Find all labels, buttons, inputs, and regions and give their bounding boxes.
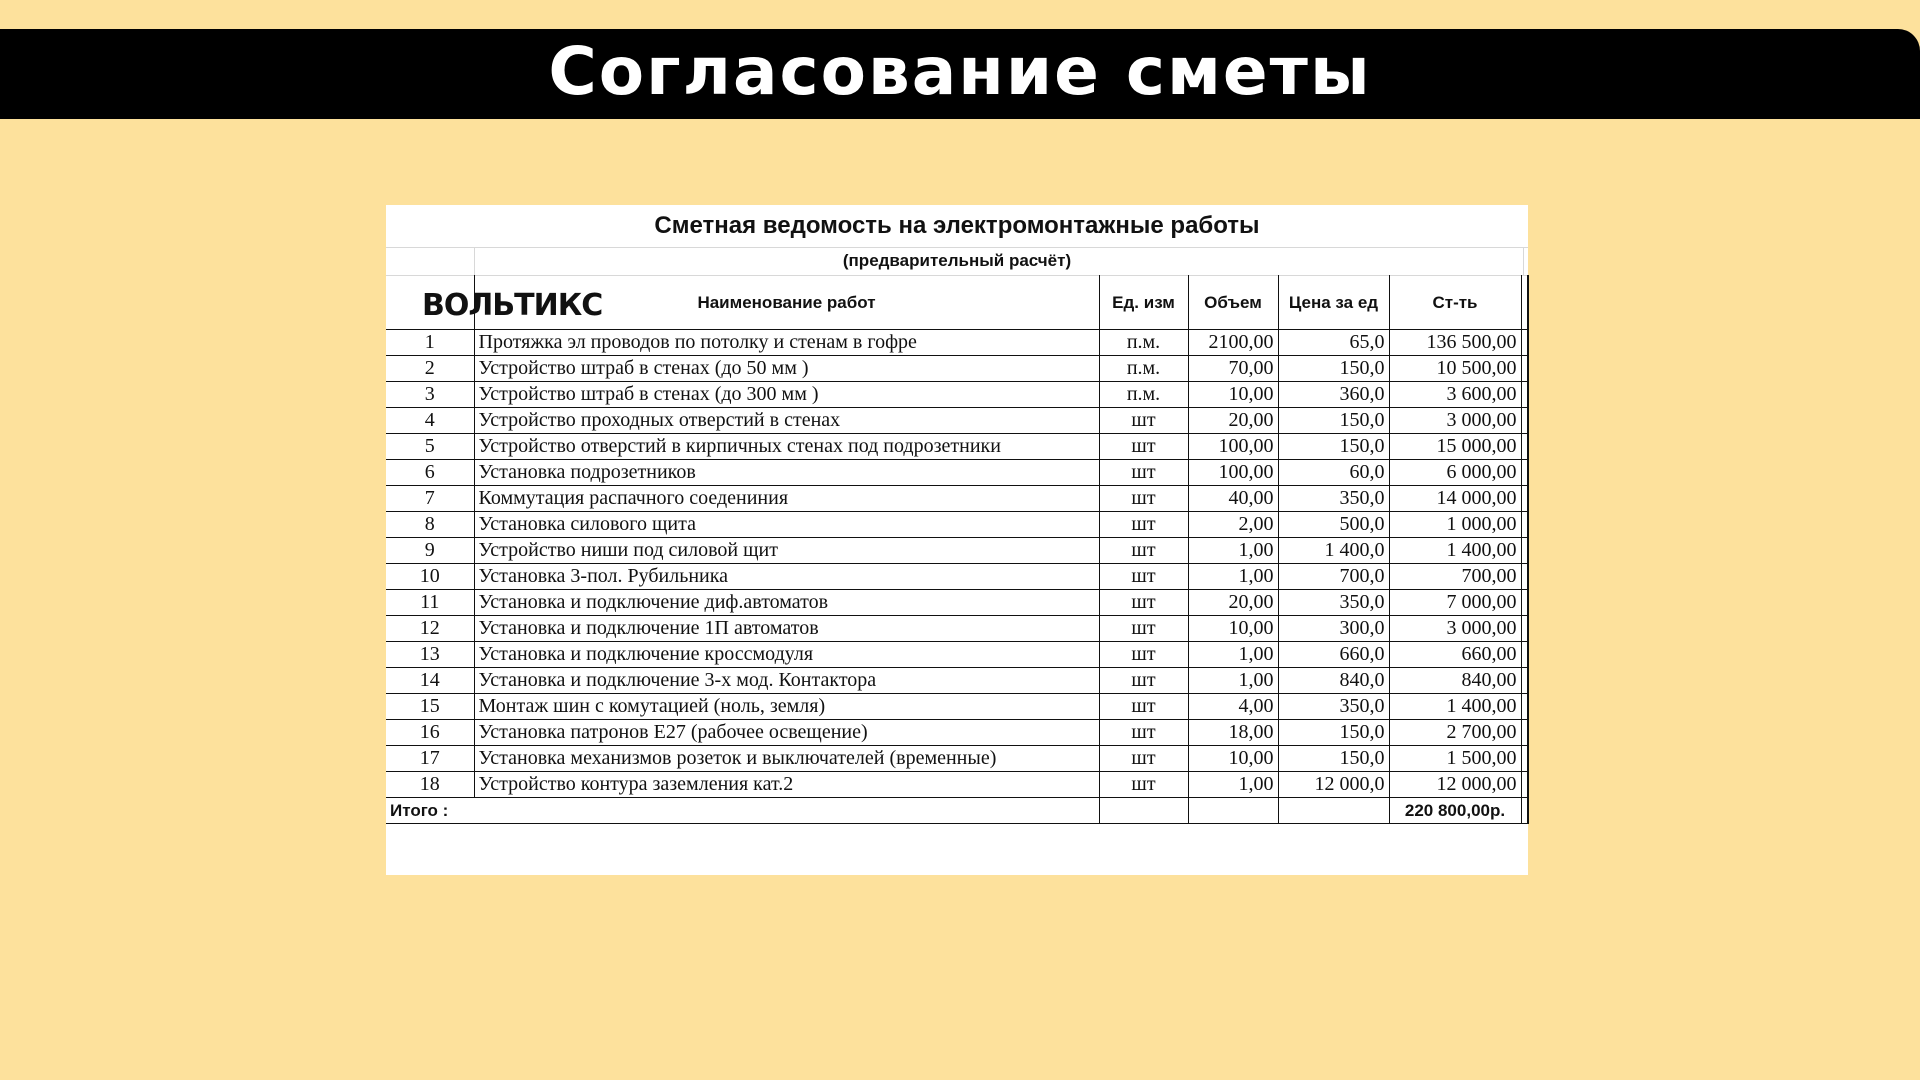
price-cell: 500,0 bbox=[1278, 512, 1389, 538]
table-row bbox=[386, 772, 1528, 798]
unit-cell: шт bbox=[1099, 616, 1188, 642]
total-row bbox=[386, 798, 1528, 824]
price-cell: 350,0 bbox=[1278, 694, 1389, 720]
price-cell: 700,0 bbox=[1278, 564, 1389, 590]
volume-cell: 4,00 bbox=[1188, 694, 1278, 720]
cost-cell: 840,00 bbox=[1389, 668, 1521, 694]
total-spacer bbox=[1521, 798, 1528, 824]
volume-cell: 20,00 bbox=[1188, 408, 1278, 434]
title-banner bbox=[0, 29, 1920, 119]
row-number: 18 bbox=[386, 772, 474, 798]
price-cell: 150,0 bbox=[1278, 356, 1389, 382]
table-row bbox=[386, 460, 1528, 486]
table-row bbox=[386, 564, 1528, 590]
volume-cell: 1,00 bbox=[1188, 642, 1278, 668]
cost-cell: 3 000,00 bbox=[1389, 616, 1521, 642]
work-name: Установка механизмов розеток и выключателей (временные) bbox=[474, 746, 1099, 772]
work-name: Монтаж шин с комутацией (ноль, земля) bbox=[474, 694, 1099, 720]
cost-cell: 1 500,00 bbox=[1389, 746, 1521, 772]
row-number: 11 bbox=[386, 590, 474, 616]
cost-cell: 6 000,00 bbox=[1389, 460, 1521, 486]
cost-cell: 1 000,00 bbox=[1389, 512, 1521, 538]
table-row bbox=[386, 512, 1528, 538]
unit-cell: шт bbox=[1099, 460, 1188, 486]
volume-cell: 1,00 bbox=[1188, 772, 1278, 798]
row-number: 9 bbox=[386, 538, 474, 564]
price-cell: 300,0 bbox=[1278, 616, 1389, 642]
work-name: Устройство ниши под силовой щит bbox=[474, 538, 1099, 564]
unit-cell: шт bbox=[1099, 512, 1188, 538]
total-empty bbox=[1099, 798, 1188, 824]
row-spacer bbox=[1521, 486, 1528, 512]
volume-cell: 1,00 bbox=[1188, 668, 1278, 694]
unit-cell: шт bbox=[1099, 408, 1188, 434]
work-name: Установка и подключение 1П автоматов bbox=[474, 616, 1099, 642]
unit-cell: шт bbox=[1099, 746, 1188, 772]
unit-cell: шт bbox=[1099, 694, 1188, 720]
row-spacer bbox=[1521, 616, 1528, 642]
table-header-row bbox=[386, 276, 1528, 330]
table-row bbox=[386, 486, 1528, 512]
row-number: 12 bbox=[386, 616, 474, 642]
price-cell: 150,0 bbox=[1278, 746, 1389, 772]
work-name: Установка силового щита bbox=[474, 512, 1099, 538]
volume-cell: 20,00 bbox=[1188, 590, 1278, 616]
price-cell: 150,0 bbox=[1278, 408, 1389, 434]
work-name: Установка подрозетников bbox=[474, 460, 1099, 486]
table-row bbox=[386, 616, 1528, 642]
table-body bbox=[386, 330, 1528, 824]
cost-cell: 3 000,00 bbox=[1389, 408, 1521, 434]
price-cell: 660,0 bbox=[1278, 642, 1389, 668]
unit-cell: шт bbox=[1099, 538, 1188, 564]
price-cell: 65,0 bbox=[1278, 330, 1389, 356]
logo-cell bbox=[386, 276, 603, 330]
work-name: Установка и подключение кроссмодуля bbox=[474, 642, 1099, 668]
price-cell: 1 400,0 bbox=[1278, 538, 1389, 564]
estimate-sheet bbox=[386, 205, 1528, 875]
work-name: Коммутация распачного соедениния bbox=[474, 486, 1099, 512]
work-name: Установка патронов Е27 (рабочее освещение) bbox=[474, 720, 1099, 746]
work-name: Установка 3-пол. Рубильника bbox=[474, 564, 1099, 590]
unit-cell: шт bbox=[1099, 668, 1188, 694]
row-spacer bbox=[1521, 746, 1528, 772]
volume-cell: 1,00 bbox=[1188, 564, 1278, 590]
row-spacer bbox=[1521, 382, 1528, 408]
row-number: 4 bbox=[386, 408, 474, 434]
header-spacer bbox=[1521, 276, 1528, 330]
table-row bbox=[386, 642, 1528, 668]
price-cell: 350,0 bbox=[1278, 486, 1389, 512]
volume-cell: 10,00 bbox=[1188, 382, 1278, 408]
row-spacer bbox=[1521, 590, 1528, 616]
work-name: Протяжка эл проводов по потолку и стенам в гофре bbox=[474, 330, 1099, 356]
row-number: 3 bbox=[386, 382, 474, 408]
row-number: 16 bbox=[386, 720, 474, 746]
volume-cell: 2,00 bbox=[1188, 512, 1278, 538]
volume-cell: 10,00 bbox=[1188, 746, 1278, 772]
price-cell: 150,0 bbox=[1278, 720, 1389, 746]
sheet-title: Сметная ведомость на электромонтажные работы bbox=[386, 205, 1528, 248]
row-number: 5 bbox=[386, 434, 474, 460]
volume-cell: 10,00 bbox=[1188, 616, 1278, 642]
row-number: 1 bbox=[386, 330, 474, 356]
table-row bbox=[386, 330, 1528, 356]
price-cell: 60,0 bbox=[1278, 460, 1389, 486]
volume-cell: 18,00 bbox=[1188, 720, 1278, 746]
volume-cell: 40,00 bbox=[1188, 486, 1278, 512]
row-number: 2 bbox=[386, 356, 474, 382]
slide-title: Согласование сметы bbox=[548, 32, 1372, 110]
table-row bbox=[386, 694, 1528, 720]
row-number: 7 bbox=[386, 486, 474, 512]
cost-cell: 700,00 bbox=[1389, 564, 1521, 590]
row-number: 10 bbox=[386, 564, 474, 590]
header-volume: Объем bbox=[1188, 276, 1278, 330]
cost-cell: 660,00 bbox=[1389, 642, 1521, 668]
grid-line bbox=[1523, 247, 1524, 275]
row-spacer bbox=[1521, 564, 1528, 590]
unit-cell: шт bbox=[1099, 486, 1188, 512]
unit-cell: шт bbox=[1099, 564, 1188, 590]
volume-cell: 1,00 bbox=[1188, 538, 1278, 564]
total-empty bbox=[1188, 798, 1278, 824]
estimate-table bbox=[386, 275, 1529, 824]
price-cell: 150,0 bbox=[1278, 434, 1389, 460]
work-name: Устройство штраб в стенах (до 50 мм ) bbox=[474, 356, 1099, 382]
unit-cell: п.м. bbox=[1099, 330, 1188, 356]
row-number: 6 bbox=[386, 460, 474, 486]
row-number: 13 bbox=[386, 642, 474, 668]
row-number: 14 bbox=[386, 668, 474, 694]
table-row bbox=[386, 408, 1528, 434]
header-name: Наименование работ bbox=[474, 276, 1099, 330]
cost-cell: 14 000,00 bbox=[1389, 486, 1521, 512]
grid-line bbox=[474, 247, 475, 275]
cost-cell: 2 700,00 bbox=[1389, 720, 1521, 746]
table-row bbox=[386, 382, 1528, 408]
unit-cell: п.м. bbox=[1099, 382, 1188, 408]
total-empty bbox=[1278, 798, 1389, 824]
unit-cell: п.м. bbox=[1099, 356, 1188, 382]
unit-cell: шт bbox=[1099, 720, 1188, 746]
volume-cell: 70,00 bbox=[1188, 356, 1278, 382]
row-spacer bbox=[1521, 512, 1528, 538]
price-cell: 12 000,0 bbox=[1278, 772, 1389, 798]
header-price: Цена за ед bbox=[1278, 276, 1389, 330]
work-name: Установка и подключение диф.автоматов bbox=[474, 590, 1099, 616]
work-name: Устройство контура заземления кат.2 bbox=[474, 772, 1099, 798]
unit-cell: шт bbox=[1099, 434, 1188, 460]
row-spacer bbox=[1521, 330, 1528, 356]
header-cost: Ст-ть bbox=[1389, 276, 1521, 330]
volume-cell: 100,00 bbox=[1188, 460, 1278, 486]
row-spacer bbox=[1521, 408, 1528, 434]
row-number: 15 bbox=[386, 694, 474, 720]
work-name: Устройство штраб в стенах (до 300 мм ) bbox=[474, 382, 1099, 408]
sheet-subtitle: (предварительный расчёт) bbox=[842, 251, 1072, 270]
cost-cell: 1 400,00 bbox=[1389, 538, 1521, 564]
table-row bbox=[386, 538, 1528, 564]
total-value: 220 800,00р. bbox=[1389, 798, 1521, 824]
cost-cell: 7 000,00 bbox=[1389, 590, 1521, 616]
row-number: 8 bbox=[386, 512, 474, 538]
row-spacer bbox=[1521, 434, 1528, 460]
unit-cell: шт bbox=[1099, 772, 1188, 798]
total-label: Итого : bbox=[386, 798, 1099, 824]
work-name: Устройство отверстий в кирпичных стенах под подрозетники bbox=[474, 434, 1099, 460]
row-spacer bbox=[1521, 538, 1528, 564]
table-row bbox=[386, 720, 1528, 746]
price-cell: 840,0 bbox=[1278, 668, 1389, 694]
cost-cell: 3 600,00 bbox=[1389, 382, 1521, 408]
unit-cell: шт bbox=[1099, 590, 1188, 616]
company-logo: ВОЛЬТИКС bbox=[422, 288, 603, 323]
row-spacer bbox=[1521, 772, 1528, 798]
table-row bbox=[386, 746, 1528, 772]
unit-cell: шт bbox=[1099, 642, 1188, 668]
table-row bbox=[386, 668, 1528, 694]
cost-cell: 10 500,00 bbox=[1389, 356, 1521, 382]
cost-cell: 12 000,00 bbox=[1389, 772, 1521, 798]
row-spacer bbox=[1521, 356, 1528, 382]
price-cell: 350,0 bbox=[1278, 590, 1389, 616]
row-number: 17 bbox=[386, 746, 474, 772]
cost-cell: 136 500,00 bbox=[1389, 330, 1521, 356]
table-row bbox=[386, 434, 1528, 460]
table-row bbox=[386, 590, 1528, 616]
volume-cell: 100,00 bbox=[1188, 434, 1278, 460]
cost-cell: 15 000,00 bbox=[1389, 434, 1521, 460]
row-spacer bbox=[1521, 668, 1528, 694]
volume-cell: 2100,00 bbox=[1188, 330, 1278, 356]
cost-cell: 1 400,00 bbox=[1389, 694, 1521, 720]
row-spacer bbox=[1521, 642, 1528, 668]
table-row bbox=[386, 356, 1528, 382]
row-spacer bbox=[1521, 720, 1528, 746]
work-name: Установка и подключение 3-х мод. Контактора bbox=[474, 668, 1099, 694]
price-cell: 360,0 bbox=[1278, 382, 1389, 408]
row-spacer bbox=[1521, 460, 1528, 486]
work-name: Устройство проходных отверстий в стенах bbox=[474, 408, 1099, 434]
row-spacer bbox=[1521, 694, 1528, 720]
header-unit: Ед. изм bbox=[1099, 276, 1188, 330]
